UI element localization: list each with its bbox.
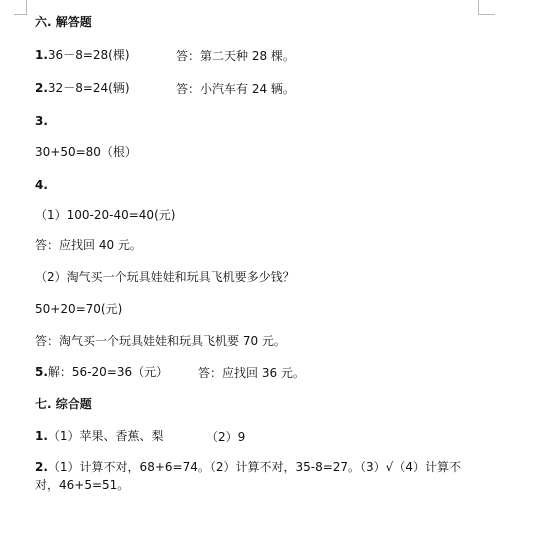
section-6-title: 六. 解答题 (35, 15, 92, 29)
comprehensive-2-number: 2. (35, 460, 48, 474)
question-1 (35, 47, 130, 63)
question-4-part1-equation: （1）100-20-40=40(元) (35, 208, 176, 222)
question-5 (35, 364, 168, 380)
question-4-part2-question: （2）淘气买一个玩具娃娃和玩具飞机要多少钱？ (35, 270, 295, 284)
page-corner-mark-left (14, 0, 27, 15)
question-2-answer: 答：小汽车有 24 辆。 (176, 82, 295, 96)
question-4-number: 4. (35, 178, 48, 192)
comprehensive-1-part1: （1）苹果、香蕉、梨 (47, 429, 164, 443)
page-corner-mark-right (478, 0, 495, 15)
comprehensive-1-number: 1. (35, 429, 48, 443)
comprehensive-2-line2: 对，46+5=51。 (35, 478, 130, 492)
comprehensive-2-text: （1）计算不对，68+6=74。（2）计算不对，35-8=27。（3）√（4）计算不 (47, 460, 461, 474)
question-2-equation: 32－8=24(辆) (47, 81, 130, 95)
question-4-part1-answer: 答：应找回 40 元。 (35, 238, 142, 252)
question-5-number: 5. (35, 365, 48, 379)
question-3-number: 3. (35, 114, 48, 128)
section-7-title: 七. 综合题 (35, 397, 92, 411)
question-3-equation: 30+50=80（根） (35, 145, 137, 159)
question-4-part2-equation: 50+20=70(元) (35, 302, 123, 316)
question-5-answer: 答：应找回 36 元。 (198, 366, 305, 380)
comprehensive-1-part2: （2）9 (206, 430, 246, 444)
question-2-number: 2. (35, 81, 48, 95)
question-1-answer: 答：第二天种 28 棵。 (176, 49, 295, 63)
comprehensive-2-line1 (35, 459, 461, 475)
question-1-number: 1. (35, 48, 48, 62)
question-2 (35, 80, 130, 96)
question-1-equation: 36－8=28(棵) (47, 48, 130, 62)
question-4-part2-answer: 答：淘气买一个玩具娃娃和玩具飞机要 70 元。 (35, 334, 286, 348)
comprehensive-1 (35, 428, 164, 444)
question-5-equation: 解：56-20=36（元） (47, 365, 169, 379)
